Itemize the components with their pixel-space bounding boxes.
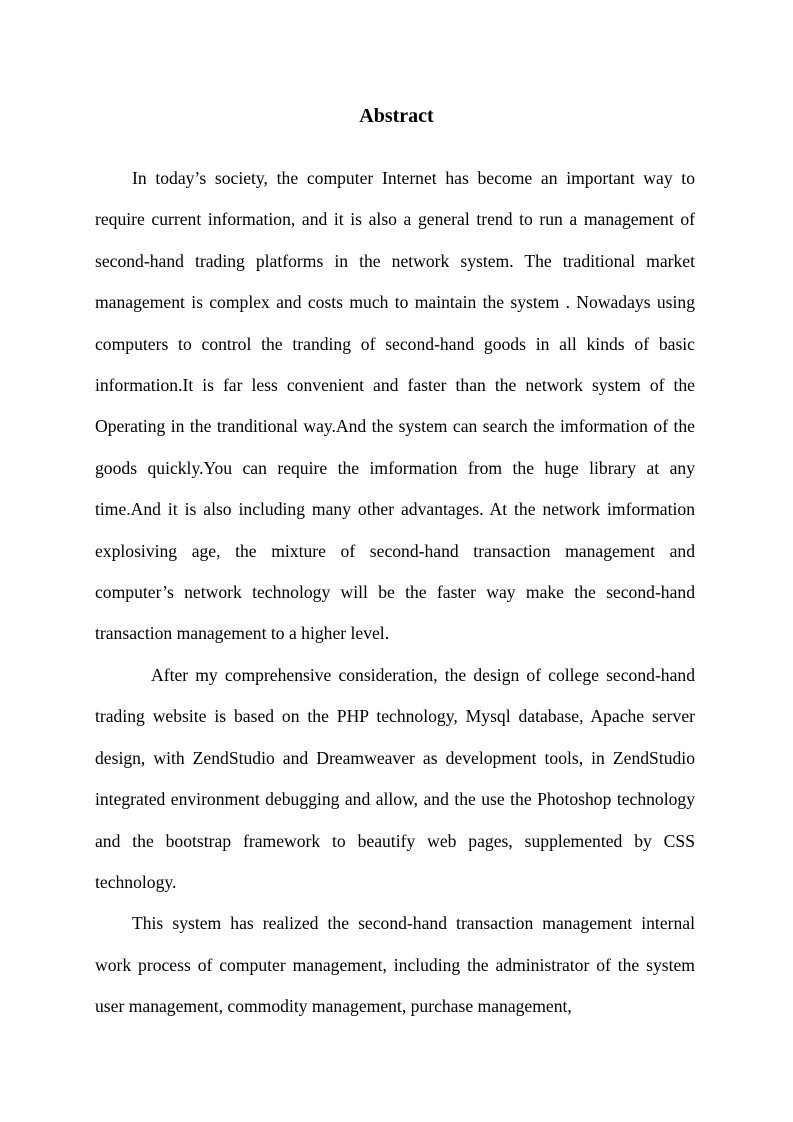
paragraph-design: After my comprehensive consideration, the design of college second-hand trading website is based on the PHP technology, Mysql database, Apache server design, with ZendStudio and Dreamweaver as development tools, in ZendStudio integrated environment debugging and allow, and the use the Photoshop technology and the bootstrap framework to beautify web pages, supplemented by CSS technology. <box>95 664 695 892</box>
paragraph-system: This system has realized the second-hand transaction management internal work process of computer management, including the administrator of the system user management, commodity management, purchase management, <box>95 913 695 1017</box>
abstract-title: Abstract <box>359 105 434 127</box>
abstract-body <box>95 158 695 1028</box>
paragraph-intro: In today’s society, the computer Internet has become an important way to require current information, and it is also a general trend to run a management of second-hand trading platforms in the network system. The traditional market management is complex and costs much to maintain the system . Nowadays using computers to control the tranding of second-hand goods in all kinds of basic information.It is far less convenient and faster than the network system of the Operating in the tranditional way.And the system can search the imformation of the goods quickly.You can require the imformation from the huge library at any time.And it is also including many other advantages. At the network imformation explosiving age, the mixture of second-hand transaction management and computer’s network technology will be the faster way make the second-hand transaction management to a higher level. <box>95 168 695 644</box>
